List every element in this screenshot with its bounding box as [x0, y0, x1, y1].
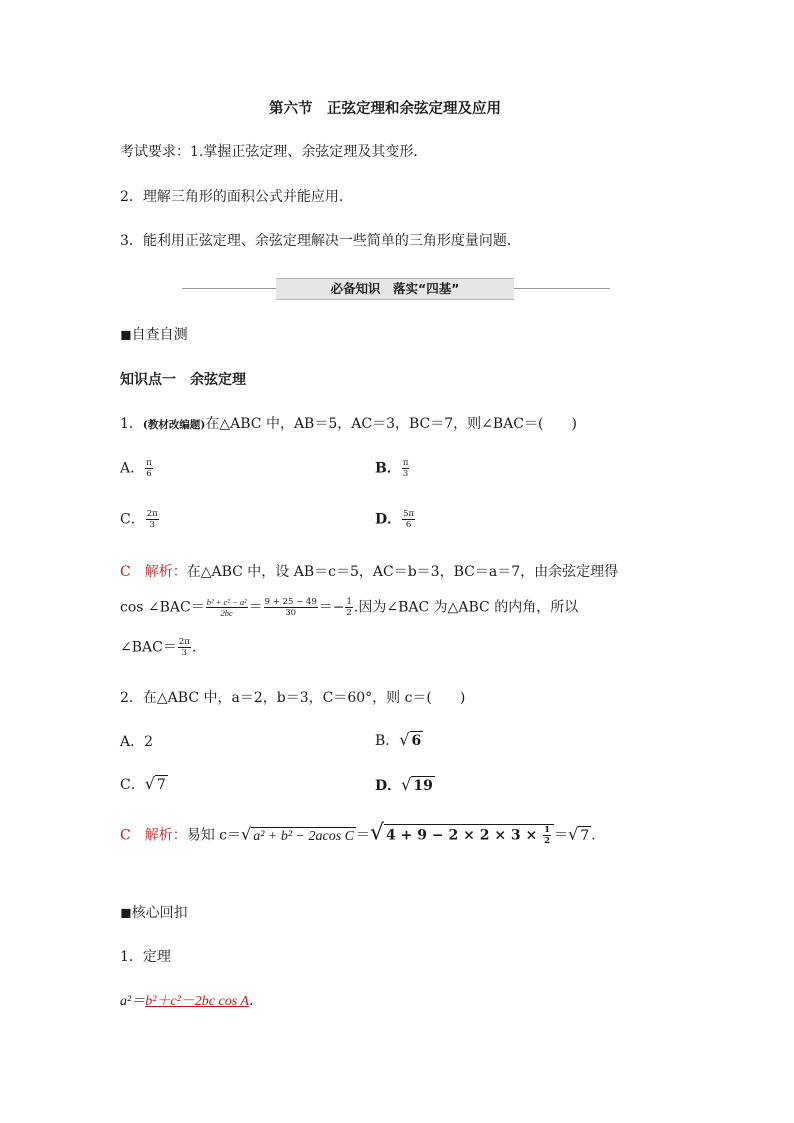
q1-eq-neg: ＝−	[318, 599, 345, 616]
section-self-check	[120, 326, 188, 344]
option-c-den: 3	[149, 520, 155, 530]
q1-analysis-suffix: .因为∠BAC 为△ABC 的内角，所以	[353, 599, 579, 616]
page-title: 第六节 正弦定理和余弦定理及应用	[269, 100, 501, 117]
option-c-fraction	[146, 509, 159, 530]
q1-analysis-line2	[120, 597, 578, 618]
option-b-fraction	[402, 458, 410, 479]
q2-eq2: ＝	[554, 827, 569, 844]
option-d-label: D．	[375, 511, 402, 528]
q1-frac4-den: 3	[181, 648, 188, 658]
sqrt-icon: √	[568, 824, 579, 844]
option-b-label: B．	[375, 460, 401, 477]
q2-option-b-value: 6	[411, 733, 422, 749]
option-a-den: 6	[146, 469, 152, 479]
q1-frac2-den: 30	[285, 608, 297, 618]
knowledge-point-heading: 知识点一 余弦定理	[120, 372, 246, 388]
option-a-fraction	[145, 458, 153, 479]
formula-lhs: a²＝	[120, 994, 146, 1009]
section-banner	[276, 278, 514, 300]
q2-half-fraction	[543, 825, 551, 846]
section-core-label: 核心回扣	[131, 905, 188, 921]
q2-option-b	[375, 731, 423, 750]
option-b	[375, 458, 410, 479]
option-b-den: 3	[402, 469, 409, 479]
q1-frac3	[345, 597, 352, 618]
q1-analysis-label: 解析：	[144, 564, 187, 580]
requirement-1: 考试要求：1.掌握正弦定理、余弦定理及其变形.	[120, 144, 418, 160]
q1-frac4	[178, 637, 191, 658]
q2-radicand-1: a² + b² − 2acos C	[253, 828, 355, 844]
theorem-heading: 1．定理	[120, 949, 171, 965]
option-d-den: 6	[405, 520, 412, 530]
bullet-icon: ◼	[120, 905, 132, 921]
option-b-num: π	[402, 458, 409, 468]
section-self-check-label: 自查自测	[131, 327, 188, 343]
sqrt-icon: √	[401, 775, 412, 794]
q2-eq: ＝	[356, 827, 371, 844]
requirement-2: 2．理解三角形的面积公式并能应用.	[120, 189, 344, 205]
q2-option-c-label: C．	[120, 777, 145, 793]
option-c	[120, 509, 160, 530]
q2-option-c	[120, 775, 168, 794]
q1-answer: C	[120, 564, 131, 580]
formula-period: .	[249, 993, 254, 1009]
bullet-icon: ◼	[120, 327, 132, 343]
q2-option-d-value: 19	[413, 778, 433, 794]
banner-text: 必备知识 落实“四基”	[330, 281, 460, 296]
q1-analysis-line1	[120, 563, 618, 581]
option-c-num: 2π	[146, 509, 158, 519]
banner-line-left	[182, 288, 276, 289]
q2-radicand-2	[384, 824, 554, 846]
q2-analysis	[120, 820, 596, 846]
q1-cos-prefix: cos ∠BAC＝	[120, 599, 205, 616]
q2-option-d-label: D．	[375, 778, 402, 794]
sqrt-icon: √	[241, 824, 252, 844]
q2-analysis-prefix: 易知 c＝	[186, 827, 242, 844]
requirement-3: 3．能利用正弦定理、余弦定理解决一些简单的三角形度量问题.	[120, 233, 512, 249]
q1-frac1	[206, 597, 248, 618]
q2-option-a: A．2	[120, 734, 154, 750]
q2-period: .	[591, 827, 596, 844]
q1-analysis-line3	[120, 637, 196, 658]
question-1-tag: (教材改编题)	[142, 419, 206, 431]
question-1-text: 在△ABC 中，AB＝5，AC＝3，BC＝7，则∠BAC＝( )	[205, 416, 577, 432]
q2-result: 7	[580, 827, 590, 844]
formula-rhs-blank: b²＋c²－2bc cos A	[145, 994, 249, 1009]
q2-option-b-label: B．	[375, 733, 400, 749]
q1-frac2	[264, 597, 318, 618]
q1-eq: ＝	[248, 599, 263, 616]
q1-frac1-den: 2bc	[220, 608, 233, 618]
q1-period: .	[191, 639, 197, 656]
sqrt-icon: √	[144, 774, 155, 793]
option-d-fraction	[402, 509, 415, 530]
q1-analysis-text1: 在△ABC 中，设 AB＝c＝5，AC＝b＝3，BC＝a＝7，由余弦定理得	[186, 564, 619, 580]
option-a-num: π	[146, 458, 152, 468]
option-d-num: 5π	[403, 509, 415, 519]
question-2: 2．在△ABC 中，a＝2，b＝3，C＝60°，则 c＝( )	[120, 690, 466, 706]
q2-half-den: 2	[544, 836, 551, 846]
q1-angle-prefix: ∠BAC＝	[120, 639, 177, 656]
question-1-number: 1．	[120, 416, 143, 432]
cosine-law-formula	[120, 992, 253, 1011]
q2-radicand-2-text: 4 + 9 − 2 × 2 × 3 ×	[386, 827, 543, 844]
sqrt-icon: √	[399, 730, 410, 749]
q1-frac3-den: 2	[346, 608, 352, 618]
option-a-label: A．	[120, 460, 145, 477]
q2-option-d	[375, 776, 435, 795]
q2-option-c-value: 7	[156, 777, 166, 793]
section-core	[120, 904, 188, 922]
banner-line-right	[514, 288, 610, 289]
option-d	[375, 509, 416, 530]
q1-frac1-num: b² + c² − a²	[206, 597, 247, 607]
q2-analysis-label: 解析：	[144, 827, 187, 844]
sqrt-icon: √	[370, 820, 385, 846]
option-a	[120, 458, 154, 479]
q1-frac2-num: 9 + 25 − 49	[264, 597, 317, 607]
q2-half-num: 1	[544, 825, 551, 835]
q2-answer: C	[120, 827, 131, 844]
option-c-label: C．	[120, 511, 145, 528]
q1-frac4-num: 2π	[178, 637, 190, 647]
q1-frac3-num: 1	[346, 597, 352, 607]
question-1	[120, 415, 577, 434]
